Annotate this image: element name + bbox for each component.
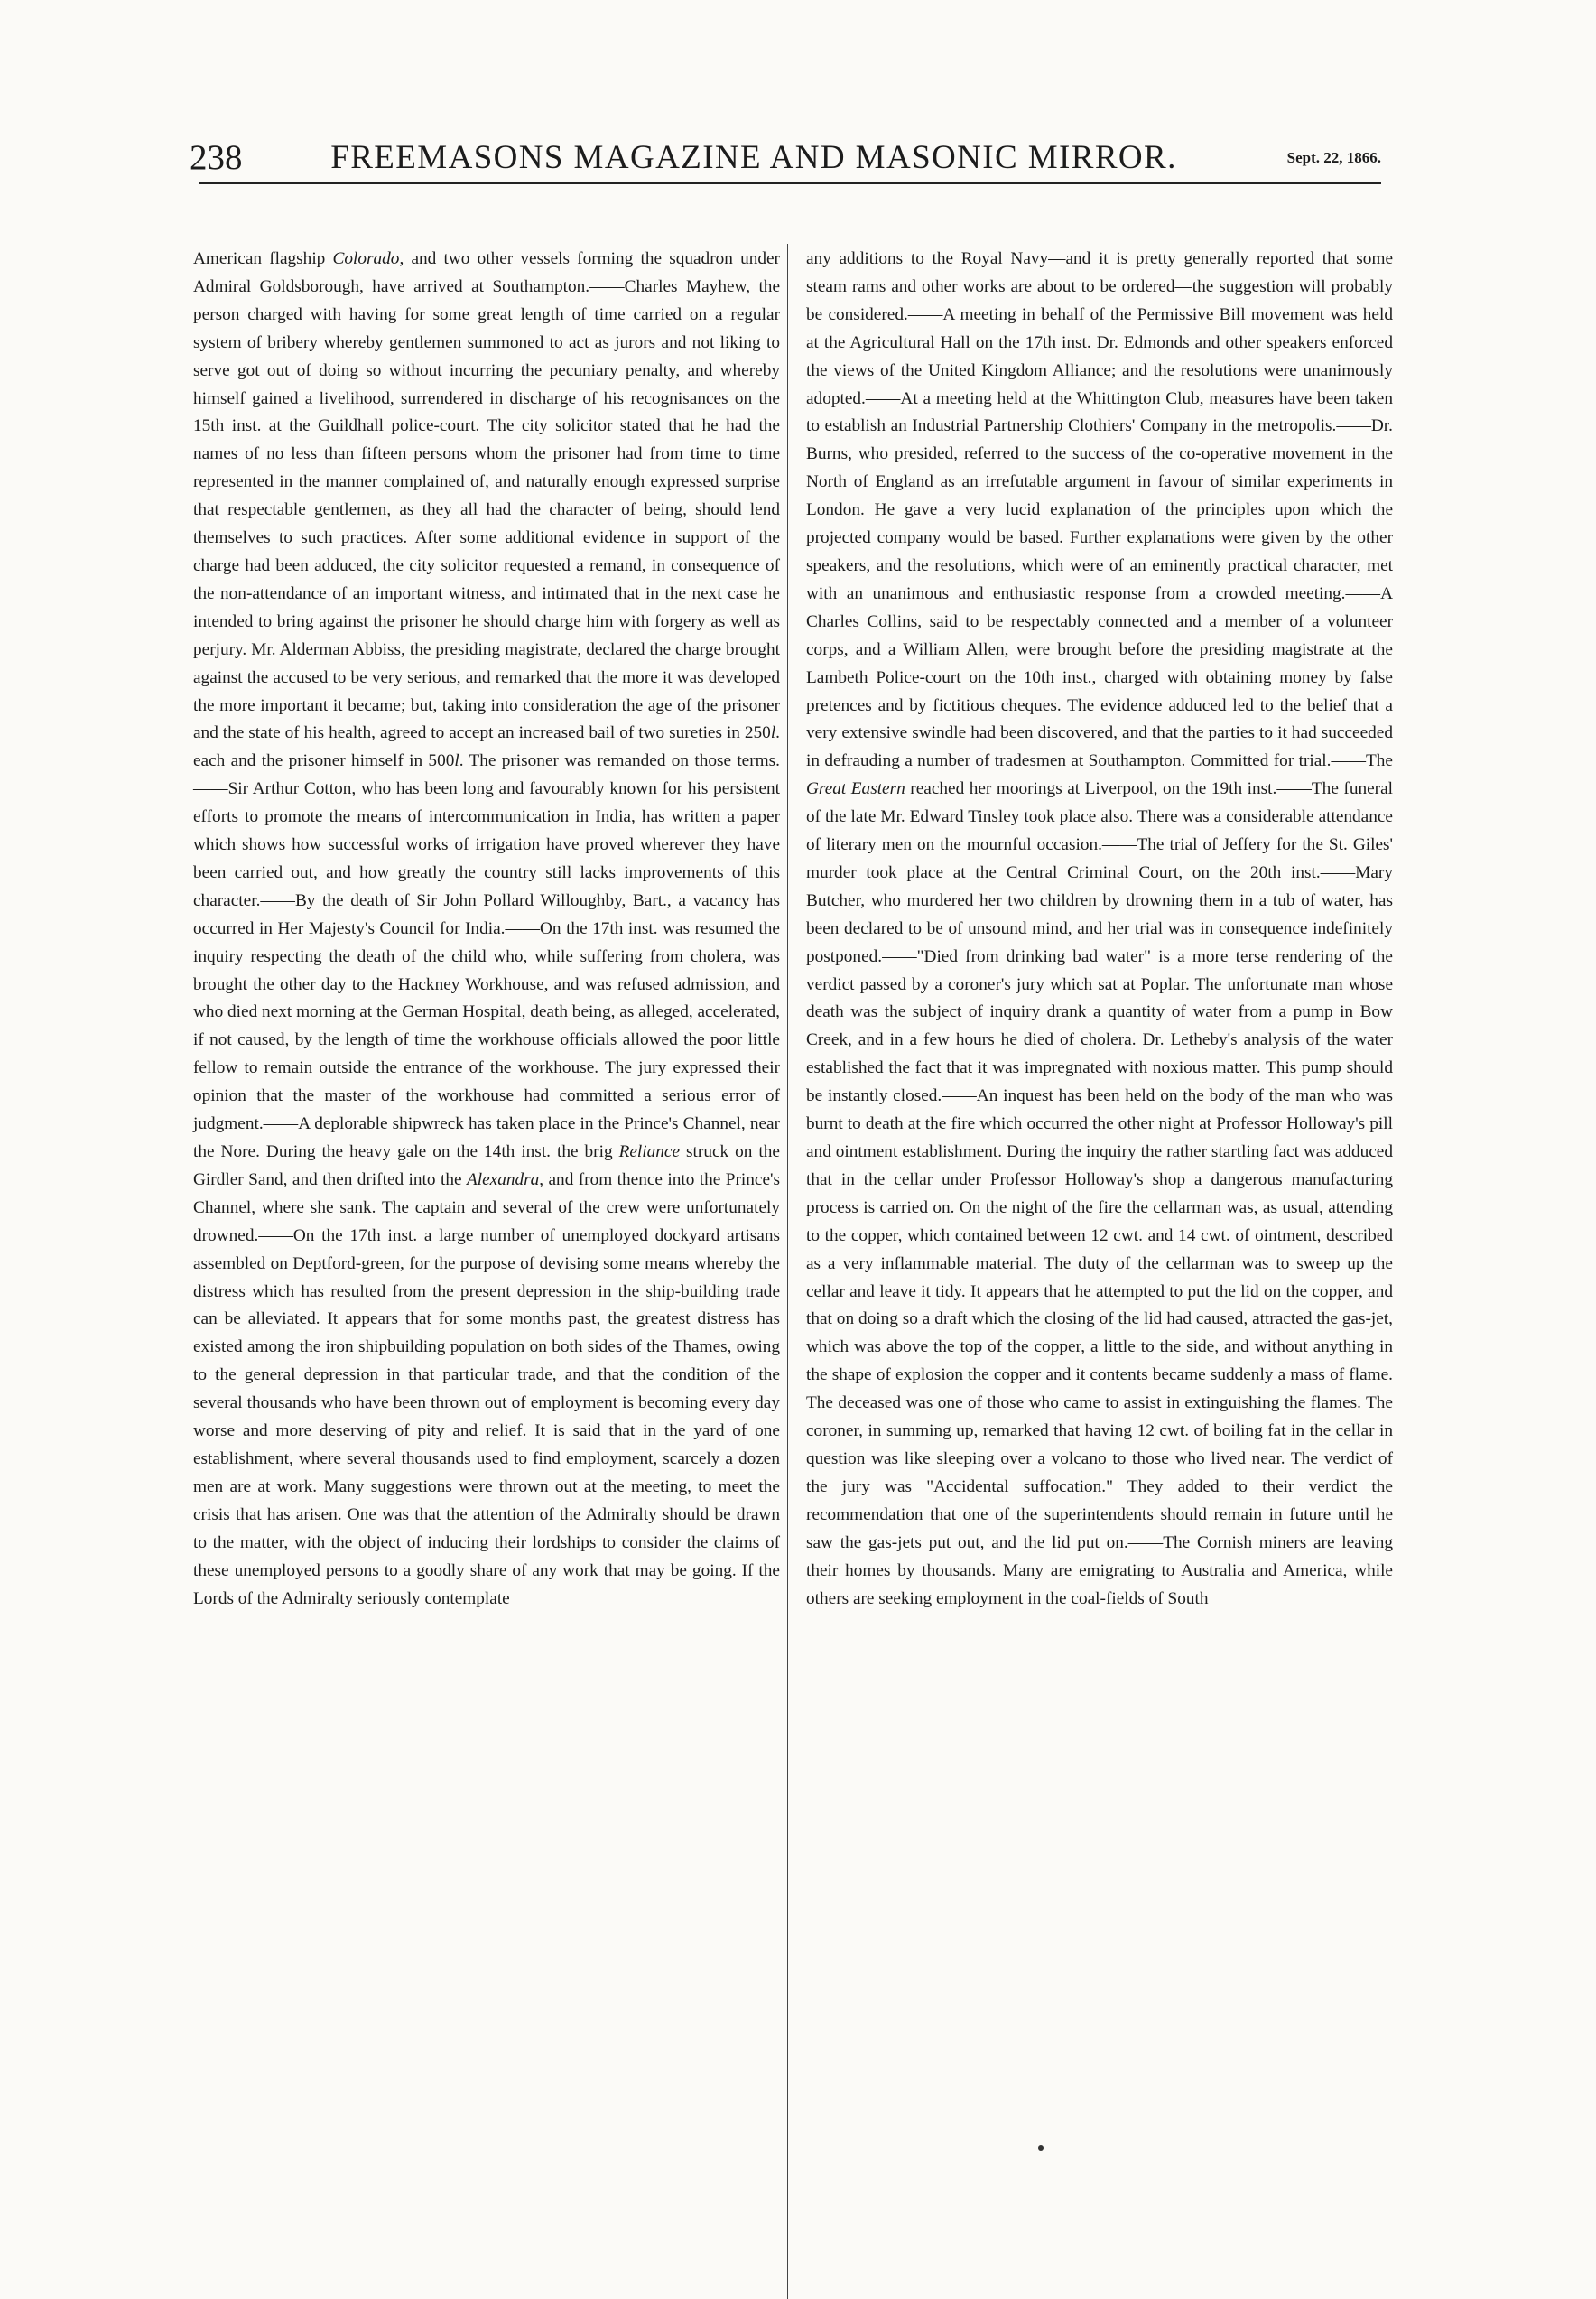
text-run: any additions to the Royal Navy—and it is pretty generally reported that some steam rams and other works are about to be ordered—the suggestion will probably be considered.——A meeting in behalf of the Permissive Bill movement was held at the Agricultural Hall on the 17th inst. Dr. Edmonds and other speakers enforced the views of the United Kingdom Alliance; and the resolutions were unanimously adopted.——At a meeting held at the Whittington Club, measures have been taken to establish an Industrial Partnership Clothiers' Company in the metropolis.——Dr. Burns, who presided, referred to the success of the co-operative movement in the North of England as an irrefutable argument in favour of similar experiments in London. He gave a very lucid explanation of the principles upon which the projected company would be based. Further explanations were given by the other speakers, and the resolutions, which were of an eminently practical character, met with an unanimous and enthusiastic response from a crowded meeting.——A Charles Collins, said to be respectably connected and a member of a volunteer corps, and a William Allen, were brought before the presiding magistrate at the Lambeth Police-court on the 10th inst., charged with obtaining money by false pretences and by fictitious cheques. The evidence adduced led to the belief that a very extensive swindle had been discovered, and that the parties to it had succeeded in defrauding a number of tradesmen at Southampton. Committed for trial.——The: [806, 249, 1393, 771]
text-run: , and from thence into the Prince's Channel, where she sank. The captain and several of the crew were unfortunately drowned.——On the 17th inst. a large number of unemployed dockyard artisans assembled on Deptford-green, for the purpose of devising some means whereby the distress which has resulted from the present depression in the ship-building trade can be alleviated. It appears that for some months past, the greatest distress has existed among the iron shipbuilding population on both sides of the Thames, owing to the general depression in that particular trade, and that the condition of the several thousands who have been thrown out of employment is becoming every day worse and more deserving of pity and relief. It is said that in the yard of one establishment, where several thousands used to find employment, scarcely a dozen men are at work. Many suggestions were thrown out at the meeting, to meet the crisis that has arisen. One was that the attention of the Admiralty should be drawn to the matter, with the object of inducing their lordships to consider the claims of these unemployed persons to a goodly share of any work that may be going. If the Lords of the Admiralty seriously contemplate: [193, 1169, 780, 1608]
text-run: . The prisoner was remanded on those terms.——Sir Arthur Cotton, who has been long and favourably known for his persistent efforts to promote the means of intercommunication in India, has written a paper which shows how successful works of irrigation have proved wherever they have been carried out, and how greatly the country still lacks improvements of this character.——By the death of Sir John Pollard Willoughby, Bart., a vacancy has occurred in Her Majesty's Council for India.——On the 17th inst. was resumed the inquiry respecting the death of the child who, while suffering from cholera, was brought the other day to the Hackney Workhouse, and was refused admission, and who died next morning at the German Hospital, death being, as alleged, accelerated, if not caused, by the length of time the workhouse officials allowed the poor little fellow to remain outside the entrance of the workhouse. The jury expressed their opinion that the master of the workhouse had committed a serious error of judgment.——A deplorable shipwreck has taken place in the Prince's Channel, near the Nore. During the heavy gale on the 14th inst. the brig: [193, 751, 780, 1161]
right-column: [806, 246, 1393, 1613]
italic-text-run: Great Eastern: [806, 779, 905, 799]
italic-text-run: Colorado: [332, 249, 400, 268]
right-column-text: [806, 246, 1393, 1613]
masthead-title: FREEMASONS MAGAZINE AND MASONIC MIRROR.: [330, 139, 1177, 176]
italic-text-run: Alexandra: [466, 1169, 540, 1189]
header-rule-thick: [199, 182, 1381, 184]
page-number: 238: [190, 138, 243, 177]
column-divider: [787, 244, 788, 2299]
issue-date: Sept. 22, 1866.: [1286, 149, 1381, 166]
italic-text-run: l: [454, 751, 459, 771]
text-run: . each and the prisoner himself in 500: [193, 723, 780, 771]
text-run: American flagship: [193, 249, 333, 268]
text-run: reached her moorings at Liverpool, on the 19th inst.——The funeral of the late Mr. Edward Tinsley took place also. There was a considerable attendance of literary men on the mournful occasion.——The trial of Jeffery for the St. Giles' murder took place at the Central Criminal Court, on the 20th inst.——Mary Butcher, who murdered her two children by drowning them in a tub of water, has been declared to be of unsound mind, and her trial was in consequence indefinitely postponed.——"Died from drinking bad water" is a more terse rendering of the verdict passed by a coroner's jury which sat at Poplar. The unfortunate man whose death was the subject of inquiry drank a quantity of water from a pump in Bow Creek, and in a few hours he died of cholera. Dr. Letheby's analysis of the water established the fact that it was impregnated with noxious matter. This pump should be instantly closed.——An inquest has been held on the body of the man who was burnt to death at the fire which occurred the other night at Professor Holloway's pill and ointment establishment. During the inquiry the rather startling fact was adduced that in the cellar under Professor Holloway's shop a dangerous manufacturing process is carried on. On the night of the fire the cellarman was, as usual, attending to the copper, which contained between 12 cwt. and 14 cwt. of ointment, described as a very inflammable material. The duty of the cellarman was to sweep up the cellar and leave it tidy. It appears that he attempted to put the lid on the copper, and that on doing so a draft which the closing of the lid had caused, attracted the gas-jet, which was above the top of the copper, a little to the side, and without anything in the shape of explosion the copper and it contents became suddenly a mass of flame. The deceased was one of those who came to assist in extinguishing the flames. The coroner, in summing up, remarked that having 12 cwt. of boiling fat in the cellar in question was like sleeping over a volcano to those who lived near. The verdict of the jury was "Accidental suffocation." They added to their verdict the recommendation that one of the superintendents should remain in future until he saw the gas-jets put out, and the lid put on.——The Cornish miners are leaving their homes by thousands. Many are emigrating to Australia and America, while others are seeking employment in the coal-fields of South: [806, 779, 1393, 1608]
page-header: [190, 137, 1381, 179]
left-column: [193, 246, 780, 1613]
text-run: struck on the Girdler Sand, and then drifted into the: [193, 1142, 780, 1189]
print-speck: [1038, 2145, 1044, 2151]
text-run: , and two other vessels forming the squadron under Admiral Goldsborough, have arrived at Southampton.——Charles Mayhew, the person charged with having for some great length of time carried on a regular system of bribery whereby gentlemen summoned to act as jurors and not liking to serve got out of doing so without incurring the pecuniary penalty, and whereby himself gained a livelihood, surrendered in discharge of his recognisances on the 15th inst. at the Guildhall police-court. The city solicitor stated that he had the names of no less than fifteen persons whom the prisoner had from time to time represented in the manner complained of, and naturally enough expressed surprise that respectable gentlemen, as they all had the character of being, should lend themselves to such practices. After some additional evidence in support of the charge had been adduced, the city solicitor requested a remand, in consequence of the non-attendance of an important witness, and intimated that in the next case he intended to bring against the prisoner he should charge him with forgery as well as perjury. Mr. Alderman Abbiss, the presiding magistrate, declared the charge brought against the accused to be very serious, and remarked that the more it was developed the more important it became; but, taking into consideration the age of the prisoner and the state of his health, agreed to accept an increased bail of two sureties in 250: [193, 249, 780, 743]
italic-text-run: l: [770, 723, 776, 743]
italic-text-run: Reliance: [618, 1142, 681, 1161]
left-column-text: [193, 246, 780, 1613]
